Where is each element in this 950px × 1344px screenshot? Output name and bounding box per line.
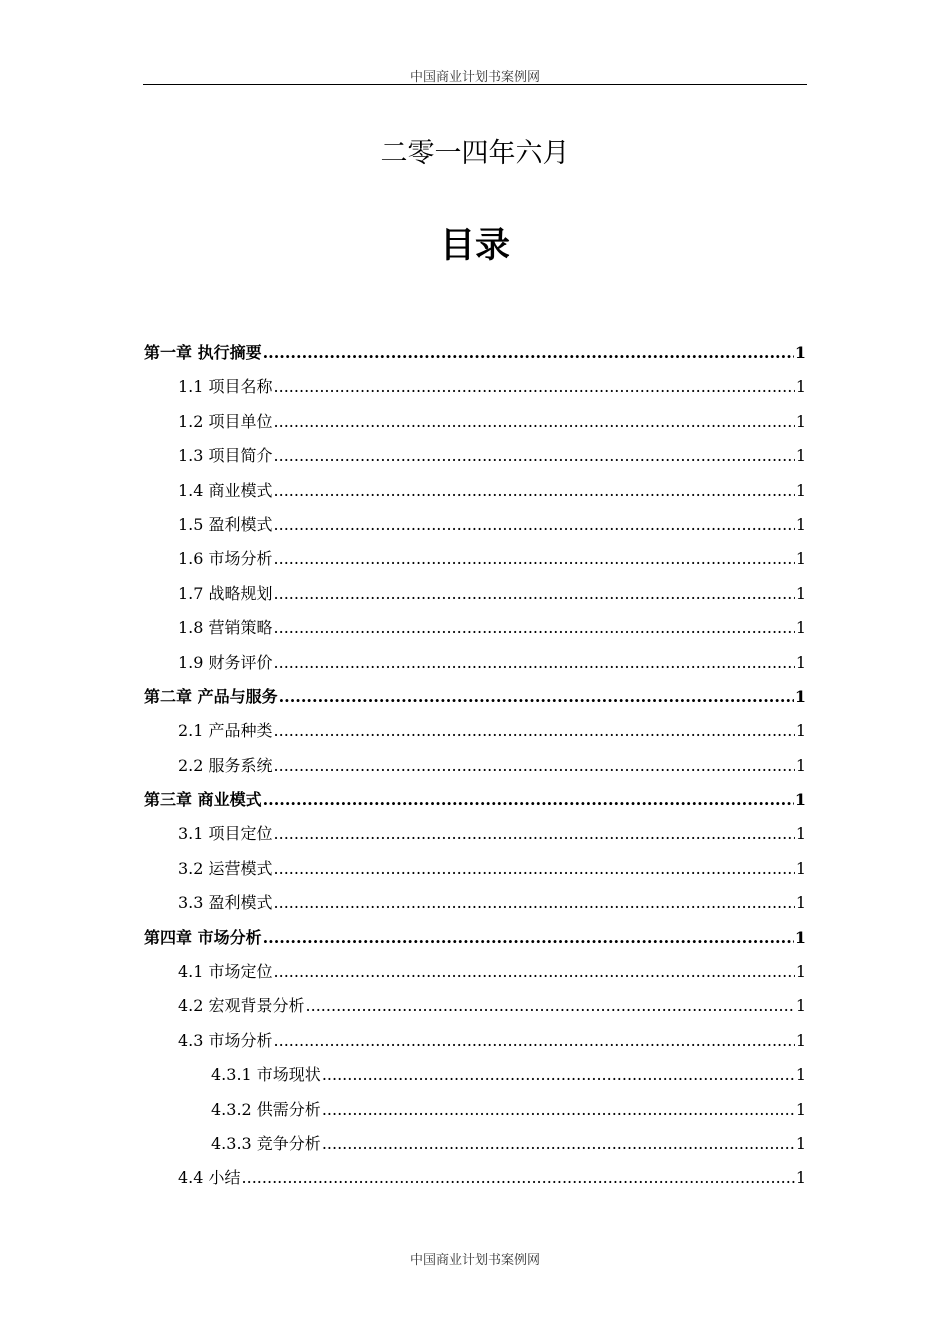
toc-entry-page-number: 1 <box>794 790 806 810</box>
toc-dot-leader <box>274 577 795 611</box>
toc-entry-page-number: 1 <box>794 927 806 947</box>
toc-entry-page-number: 1 <box>795 1099 806 1119</box>
toc-entry-label: 第二章 产品与服务 <box>144 686 278 706</box>
toc-entry[interactable] <box>144 370 806 404</box>
toc-dot-leader <box>274 714 795 748</box>
toc-dot-leader <box>274 817 795 851</box>
toc-dot-leader <box>263 921 794 955</box>
toc-entry-page-number: 1 <box>795 652 806 672</box>
toc-dot-leader <box>263 336 794 370</box>
toc-entry-label: 2.1 产品种类 <box>178 721 273 741</box>
toc-entry[interactable] <box>144 921 806 955</box>
toc-entry[interactable] <box>144 955 806 989</box>
toc-entry-label: 1.5 盈利模式 <box>178 514 273 534</box>
toc-entry-page-number: 1 <box>795 411 806 431</box>
toc-entry-label: 3.1 项目定位 <box>178 824 273 844</box>
toc-dot-leader <box>263 783 794 817</box>
toc-entry-label: 3.2 运营模式 <box>178 858 273 878</box>
toc-entry-label: 1.1 项目名称 <box>178 377 273 397</box>
toc-entry-page-number: 1 <box>795 858 806 878</box>
toc-entry-label: 1.2 项目单位 <box>178 411 273 431</box>
toc-entry[interactable] <box>144 611 806 645</box>
toc-entry-label: 4.1 市场定位 <box>178 962 273 982</box>
toc-dot-leader <box>274 474 795 508</box>
toc-dot-leader <box>242 1161 795 1195</box>
toc-dot-leader <box>274 611 795 645</box>
toc-entry-page-number: 1 <box>795 514 806 534</box>
toc-entry-label: 1.4 商业模式 <box>178 480 273 500</box>
header-divider <box>143 84 807 85</box>
toc-dot-leader <box>274 749 795 783</box>
toc-entry-page-number: 1 <box>794 686 806 706</box>
toc-dot-leader <box>274 405 795 439</box>
toc-entry[interactable] <box>144 1161 806 1195</box>
toc-dot-leader <box>279 680 794 714</box>
toc-dot-leader <box>274 852 795 886</box>
toc-dot-leader <box>274 646 795 680</box>
toc-entry[interactable] <box>144 336 806 370</box>
toc-entry-label: 2.2 服务系统 <box>178 755 273 775</box>
toc-entry[interactable] <box>144 508 806 542</box>
toc-entry[interactable] <box>144 1093 806 1127</box>
toc-dot-leader <box>274 955 795 989</box>
toc-entry-page-number: 1 <box>795 377 806 397</box>
toc-entry-label: 4.3.3 竞争分析 <box>211 1133 321 1153</box>
toc-entry-page-number: 1 <box>795 893 806 913</box>
toc-dot-leader <box>274 508 795 542</box>
page-footer: 中国商业计划书案例网 <box>409 1253 540 1268</box>
toc-entry[interactable] <box>144 749 806 783</box>
toc-title: 目录 <box>439 226 510 266</box>
toc-entry-page-number: 1 <box>794 343 806 362</box>
toc-entry-label: 4.3.1 市场现状 <box>211 1065 321 1085</box>
toc-entry-page-number: 1 <box>795 1030 806 1050</box>
toc-entry-page-number: 1 <box>795 962 806 982</box>
toc-entry[interactable] <box>144 817 806 851</box>
toc-entry-label: 1.9 财务评价 <box>178 652 273 672</box>
toc-entry[interactable] <box>144 783 806 817</box>
toc-dot-leader <box>274 370 795 404</box>
toc-entry-label: 1.8 营销策略 <box>178 618 273 638</box>
toc-entry-label: 3.3 盈利模式 <box>178 893 273 913</box>
toc-entry-page-number: 1 <box>795 996 806 1016</box>
toc-entry-label: 1.6 市场分析 <box>178 549 273 569</box>
toc-entry[interactable] <box>144 852 806 886</box>
toc-entry[interactable] <box>144 714 806 748</box>
document-date: 二零一四年六月 <box>380 138 570 169</box>
toc-entry[interactable] <box>144 542 806 576</box>
toc-entry-page-number: 1 <box>795 824 806 844</box>
toc-entry-page-number: 1 <box>795 618 806 638</box>
toc-entry-label: 4.2 宏观背景分析 <box>178 996 305 1016</box>
toc-entry-label: 第三章 商业模式 <box>144 790 262 810</box>
toc-entry[interactable] <box>144 1024 806 1058</box>
toc-entry-label: 4.3 市场分析 <box>178 1030 273 1050</box>
toc-entry[interactable] <box>144 1127 806 1161</box>
toc-entry[interactable] <box>144 886 806 920</box>
toc-dot-leader <box>274 542 795 576</box>
table-of-contents <box>144 336 806 1196</box>
toc-entry-page-number: 1 <box>795 583 806 603</box>
toc-entry-label: 1.7 战略规划 <box>178 583 273 603</box>
toc-dot-leader <box>322 1127 795 1161</box>
toc-entry-label: 1.3 项目简介 <box>178 446 273 466</box>
toc-dot-leader <box>274 439 795 473</box>
toc-dot-leader <box>306 989 795 1023</box>
toc-entry[interactable] <box>144 474 806 508</box>
toc-entry[interactable] <box>144 646 806 680</box>
toc-entry-label: 4.3.2 供需分析 <box>211 1099 321 1119</box>
toc-dot-leader <box>322 1093 795 1127</box>
toc-entry[interactable] <box>144 577 806 611</box>
toc-entry-page-number: 1 <box>795 755 806 775</box>
toc-entry-page-number: 1 <box>795 446 806 466</box>
toc-entry[interactable] <box>144 680 806 714</box>
toc-entry-page-number: 1 <box>795 721 806 741</box>
toc-entry-page-number: 1 <box>795 549 806 569</box>
page-header: 中国商业计划书案例网 <box>409 70 540 85</box>
toc-entry-page-number: 1 <box>795 1168 806 1188</box>
toc-dot-leader <box>274 1024 795 1058</box>
toc-entry[interactable] <box>144 1058 806 1092</box>
toc-entry-label: 第一章 执行摘要 <box>144 343 262 362</box>
toc-entry[interactable] <box>144 405 806 439</box>
toc-entry[interactable] <box>144 439 806 473</box>
toc-entry-page-number: 1 <box>795 1065 806 1085</box>
toc-entry-page-number: 1 <box>795 1133 806 1153</box>
toc-dot-leader <box>322 1058 795 1092</box>
toc-entry[interactable] <box>144 989 806 1023</box>
toc-entry-label: 4.4 小结 <box>178 1168 241 1188</box>
toc-entry-page-number: 1 <box>795 480 806 500</box>
toc-entry-label: 第四章 市场分析 <box>144 927 262 947</box>
toc-dot-leader <box>274 886 795 920</box>
